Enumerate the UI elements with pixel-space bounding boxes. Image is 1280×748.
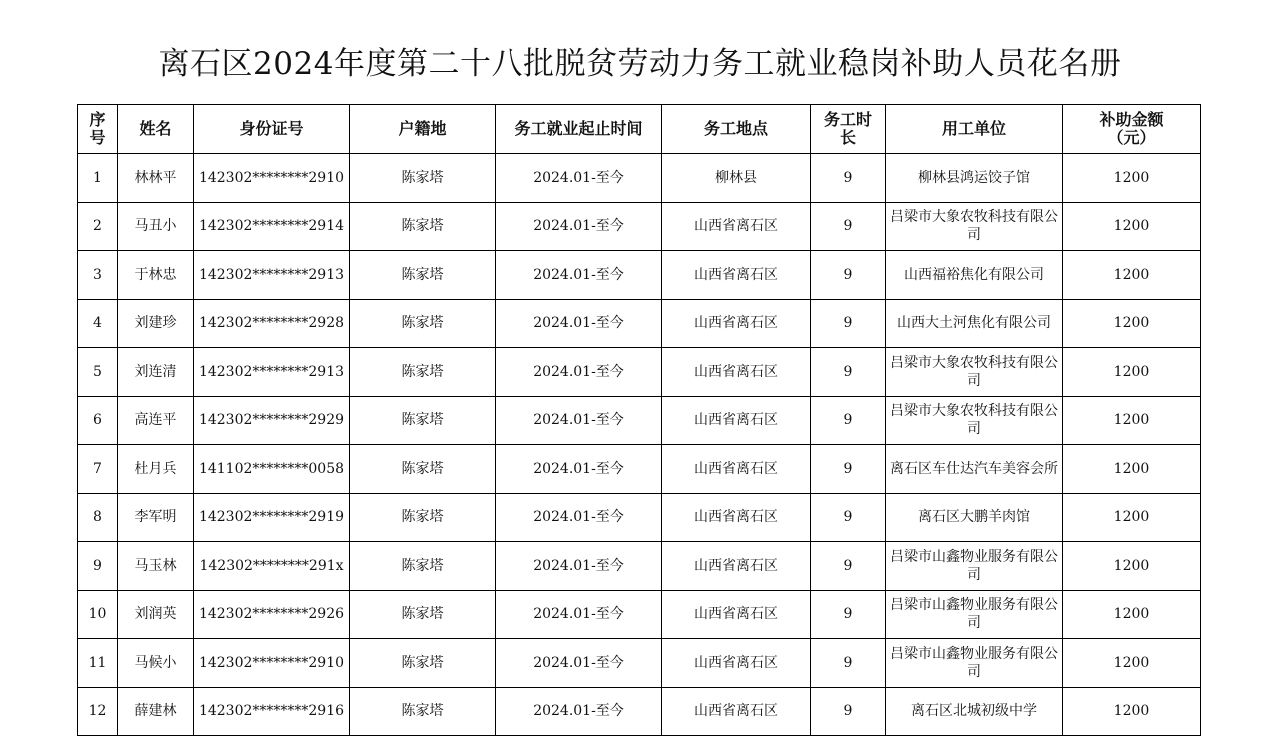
cell-unit: 离石区车仕达汽车美容会所 [886, 445, 1063, 494]
cell-place: 山西省离石区 [662, 445, 811, 494]
cell-period: 2024.01-至今 [496, 154, 662, 203]
cell-amount: 1200 [1063, 639, 1201, 688]
cell-id: 142302********2928 [194, 299, 350, 348]
cell-name: 马候小 [118, 639, 194, 688]
cell-duration: 9 [811, 687, 886, 736]
cell-name: 马丑小 [118, 202, 194, 251]
cell-name: 李军明 [118, 493, 194, 542]
cell-period: 2024.01-至今 [496, 493, 662, 542]
cell-place: 山西省离石区 [662, 542, 811, 591]
cell-no: 8 [78, 493, 118, 542]
cell-unit: 吕梁市大象农牧科技有限公司 [886, 396, 1063, 445]
roster-table [77, 104, 1201, 736]
table-row [78, 251, 1201, 300]
cell-place: 山西省离石区 [662, 251, 811, 300]
cell-id: 142302********291x [194, 542, 350, 591]
cell-no: 4 [78, 299, 118, 348]
cell-period: 2024.01-至今 [496, 202, 662, 251]
cell-no: 11 [78, 639, 118, 688]
cell-amount: 1200 [1063, 396, 1201, 445]
cell-hometown: 陈家塔 [350, 493, 496, 542]
cell-period: 2024.01-至今 [496, 251, 662, 300]
cell-hometown: 陈家塔 [350, 251, 496, 300]
cell-place: 柳林县 [662, 154, 811, 203]
cell-amount: 1200 [1063, 202, 1201, 251]
cell-period: 2024.01-至今 [496, 639, 662, 688]
cell-amount: 1200 [1063, 154, 1201, 203]
roster-body [78, 154, 1201, 736]
header-duration: 务工时长 [811, 105, 886, 154]
cell-unit: 柳林县鸿运饺子馆 [886, 154, 1063, 203]
table-row [78, 202, 1201, 251]
cell-hometown: 陈家塔 [350, 299, 496, 348]
header-no: 序号 [78, 105, 118, 154]
table-row [78, 590, 1201, 639]
cell-no: 10 [78, 590, 118, 639]
header-id: 身份证号 [194, 105, 350, 154]
cell-name: 马玉林 [118, 542, 194, 591]
cell-duration: 9 [811, 251, 886, 300]
cell-no: 2 [78, 202, 118, 251]
cell-id: 142302********2929 [194, 396, 350, 445]
cell-name: 薛建林 [118, 687, 194, 736]
cell-hometown: 陈家塔 [350, 445, 496, 494]
cell-duration: 9 [811, 348, 886, 397]
cell-period: 2024.01-至今 [496, 445, 662, 494]
header-period: 务工就业起止时间 [496, 105, 662, 154]
cell-hometown: 陈家塔 [350, 348, 496, 397]
cell-amount: 1200 [1063, 493, 1201, 542]
cell-period: 2024.01-至今 [496, 590, 662, 639]
cell-period: 2024.01-至今 [496, 396, 662, 445]
table-row [78, 493, 1201, 542]
table-row [78, 348, 1201, 397]
cell-duration: 9 [811, 396, 886, 445]
header-unit: 用工单位 [886, 105, 1063, 154]
cell-amount: 1200 [1063, 687, 1201, 736]
table-row [78, 542, 1201, 591]
cell-id: 142302********2926 [194, 590, 350, 639]
cell-name: 刘建珍 [118, 299, 194, 348]
cell-place: 山西省离石区 [662, 590, 811, 639]
cell-no: 7 [78, 445, 118, 494]
cell-period: 2024.01-至今 [496, 687, 662, 736]
cell-id: 142302********2914 [194, 202, 350, 251]
cell-unit: 吕梁市大象农牧科技有限公司 [886, 348, 1063, 397]
cell-name: 林林平 [118, 154, 194, 203]
cell-name: 杜月兵 [118, 445, 194, 494]
cell-no: 6 [78, 396, 118, 445]
table-row [78, 639, 1201, 688]
cell-hometown: 陈家塔 [350, 639, 496, 688]
cell-unit: 吕梁市山鑫物业服务有限公司 [886, 639, 1063, 688]
cell-name: 高连平 [118, 396, 194, 445]
cell-hometown: 陈家塔 [350, 202, 496, 251]
cell-hometown: 陈家塔 [350, 542, 496, 591]
cell-hometown: 陈家塔 [350, 154, 496, 203]
cell-id: 142302********2919 [194, 493, 350, 542]
cell-no: 5 [78, 348, 118, 397]
cell-amount: 1200 [1063, 299, 1201, 348]
cell-unit: 吕梁市大象农牧科技有限公司 [886, 202, 1063, 251]
cell-name: 于林忠 [118, 251, 194, 300]
cell-amount: 1200 [1063, 542, 1201, 591]
header-hometown: 户籍地 [350, 105, 496, 154]
cell-unit: 山西福裕焦化有限公司 [886, 251, 1063, 300]
cell-amount: 1200 [1063, 251, 1201, 300]
cell-place: 山西省离石区 [662, 348, 811, 397]
cell-unit: 离石区北城初级中学 [886, 687, 1063, 736]
cell-unit: 吕梁市山鑫物业服务有限公司 [886, 590, 1063, 639]
cell-id: 142302********2910 [194, 154, 350, 203]
table-row [78, 687, 1201, 736]
table-row [78, 396, 1201, 445]
cell-duration: 9 [811, 590, 886, 639]
cell-period: 2024.01-至今 [496, 542, 662, 591]
cell-id: 142302********2913 [194, 251, 350, 300]
cell-place: 山西省离石区 [662, 299, 811, 348]
cell-name: 刘润英 [118, 590, 194, 639]
cell-period: 2024.01-至今 [496, 299, 662, 348]
cell-amount: 1200 [1063, 445, 1201, 494]
cell-place: 山西省离石区 [662, 202, 811, 251]
cell-no: 1 [78, 154, 118, 203]
cell-place: 山西省离石区 [662, 396, 811, 445]
cell-id: 142302********2910 [194, 639, 350, 688]
cell-hometown: 陈家塔 [350, 590, 496, 639]
table-row [78, 299, 1201, 348]
cell-place: 山西省离石区 [662, 687, 811, 736]
cell-duration: 9 [811, 493, 886, 542]
cell-duration: 9 [811, 154, 886, 203]
cell-duration: 9 [811, 445, 886, 494]
cell-period: 2024.01-至今 [496, 348, 662, 397]
cell-duration: 9 [811, 202, 886, 251]
document-title: 离石区2024年度第二十八批脱贫劳动力务工就业稳岗补助人员花名册 [158, 46, 1122, 82]
header-amount: 补助金额（元） [1063, 105, 1201, 154]
cell-name: 刘连清 [118, 348, 194, 397]
header-row [78, 105, 1201, 154]
cell-unit: 山西大土河焦化有限公司 [886, 299, 1063, 348]
cell-duration: 9 [811, 639, 886, 688]
cell-id: 141102********0058 [194, 445, 350, 494]
cell-hometown: 陈家塔 [350, 687, 496, 736]
cell-id: 142302********2913 [194, 348, 350, 397]
cell-no: 12 [78, 687, 118, 736]
cell-duration: 9 [811, 542, 886, 591]
cell-no: 3 [78, 251, 118, 300]
cell-hometown: 陈家塔 [350, 396, 496, 445]
cell-amount: 1200 [1063, 590, 1201, 639]
table-row [78, 445, 1201, 494]
header-place: 务工地点 [662, 105, 811, 154]
cell-place: 山西省离石区 [662, 493, 811, 542]
header-name: 姓名 [118, 105, 194, 154]
table-row [78, 154, 1201, 203]
cell-place: 山西省离石区 [662, 639, 811, 688]
cell-no: 9 [78, 542, 118, 591]
cell-duration: 9 [811, 299, 886, 348]
cell-unit: 吕梁市山鑫物业服务有限公司 [886, 542, 1063, 591]
cell-id: 142302********2916 [194, 687, 350, 736]
cell-amount: 1200 [1063, 348, 1201, 397]
cell-unit: 离石区大鹏羊肉馆 [886, 493, 1063, 542]
